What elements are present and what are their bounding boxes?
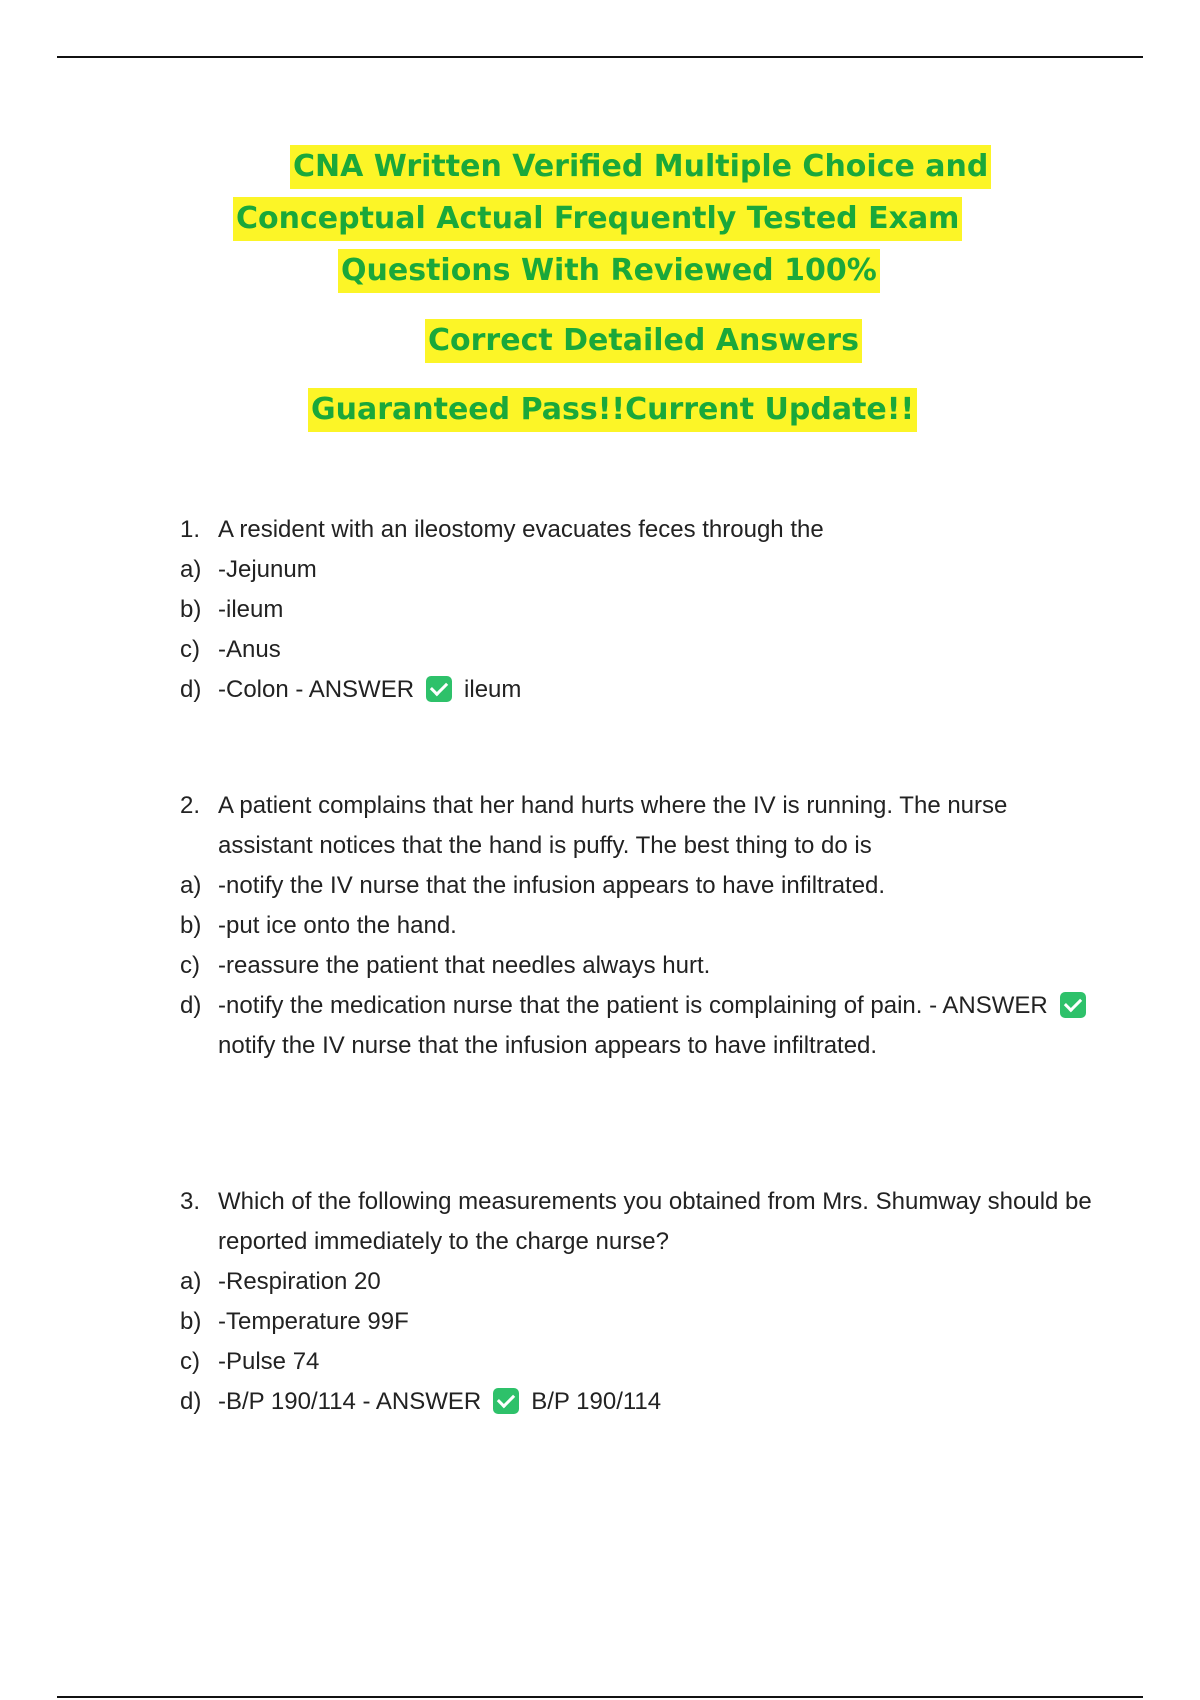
option-d bbox=[180, 986, 1100, 1066]
option-marker: d) bbox=[180, 992, 202, 1019]
title-line-5: Guaranteed Pass!!Current Update!! bbox=[308, 388, 917, 432]
option-d bbox=[180, 1382, 1100, 1422]
question-number: 2. bbox=[180, 792, 201, 819]
option-text: -notify the IV nurse that the infusion appears to have infiltrated. bbox=[218, 872, 886, 899]
option-a bbox=[180, 1262, 1100, 1302]
option-text: -Pulse 74 bbox=[218, 1348, 320, 1375]
option-d bbox=[180, 670, 1100, 710]
question-stem bbox=[180, 786, 1100, 866]
option-marker: c) bbox=[180, 1348, 200, 1375]
option-marker: b) bbox=[180, 1308, 202, 1335]
option-with-answer bbox=[218, 1382, 1100, 1422]
question-text: A patient complains that her hand hurts where the IV is running. The nurse assistant notices that the hand is puffy. The best thing to do is bbox=[218, 792, 1008, 859]
question-3 bbox=[180, 1182, 1100, 1422]
title-line-1: CNA Written Verified Multiple Choice and bbox=[290, 145, 991, 189]
option-marker: b) bbox=[180, 912, 202, 939]
checkmark-icon bbox=[426, 676, 452, 702]
option-text: -B/P 190/114 - ANSWER bbox=[218, 1388, 482, 1415]
option-a bbox=[180, 866, 1100, 906]
question-stem bbox=[180, 510, 1100, 550]
option-text: -notify the medication nurse that the patient is complaining of pain. - ANSWER bbox=[218, 992, 1048, 1019]
question-number: 1. bbox=[180, 516, 201, 543]
option-b bbox=[180, 590, 1100, 630]
checkmark-icon bbox=[493, 1388, 519, 1414]
option-with-answer bbox=[218, 670, 1100, 710]
option-text: -Respiration 20 bbox=[218, 1268, 381, 1295]
option-marker: b) bbox=[180, 596, 202, 623]
question-text: Which of the following measurements you obtained from Mrs. Shumway should be reported immediately to the charge nurse? bbox=[218, 1188, 1092, 1255]
question-stem bbox=[180, 1182, 1100, 1262]
bottom-rule bbox=[57, 1696, 1143, 1698]
option-b bbox=[180, 906, 1100, 946]
option-marker: d) bbox=[180, 1388, 202, 1415]
option-marker: a) bbox=[180, 1268, 202, 1295]
answer-text: notify the IV nurse that the infusion appears to have infiltrated. bbox=[218, 1032, 878, 1059]
option-marker: d) bbox=[180, 676, 202, 703]
option-marker: c) bbox=[180, 636, 200, 663]
option-text: -Temperature 99F bbox=[218, 1308, 409, 1335]
question-2 bbox=[180, 786, 1100, 1066]
title-line-3: Questions With Reviewed 100% bbox=[338, 249, 880, 293]
option-c bbox=[180, 630, 1100, 670]
question-1 bbox=[180, 510, 1100, 710]
option-text: -Jejunum bbox=[218, 556, 317, 583]
option-marker: a) bbox=[180, 556, 202, 583]
option-c bbox=[180, 946, 1100, 986]
option-text: -reassure the patient that needles always hurt. bbox=[218, 952, 711, 979]
checkmark-icon bbox=[1060, 992, 1086, 1018]
question-text: A resident with an ileostomy evacuates feces through the bbox=[218, 516, 824, 543]
title-line-4: Correct Detailed Answers bbox=[425, 319, 862, 363]
option-c bbox=[180, 1342, 1100, 1382]
option-marker: c) bbox=[180, 952, 200, 979]
option-text: -Anus bbox=[218, 636, 281, 663]
top-rule bbox=[57, 56, 1143, 58]
option-text: -ileum bbox=[218, 596, 284, 623]
option-a bbox=[180, 550, 1100, 590]
option-b bbox=[180, 1302, 1100, 1342]
answer-text: ileum bbox=[464, 676, 522, 703]
answer-text: B/P 190/114 bbox=[531, 1388, 662, 1415]
option-with-answer bbox=[218, 986, 1100, 1066]
question-number: 3. bbox=[180, 1188, 201, 1215]
option-marker: a) bbox=[180, 872, 202, 899]
title-line-2: Conceptual Actual Frequently Tested Exam bbox=[233, 197, 962, 241]
option-text: -put ice onto the hand. bbox=[218, 912, 457, 939]
option-text: -Colon - ANSWER bbox=[218, 676, 415, 703]
